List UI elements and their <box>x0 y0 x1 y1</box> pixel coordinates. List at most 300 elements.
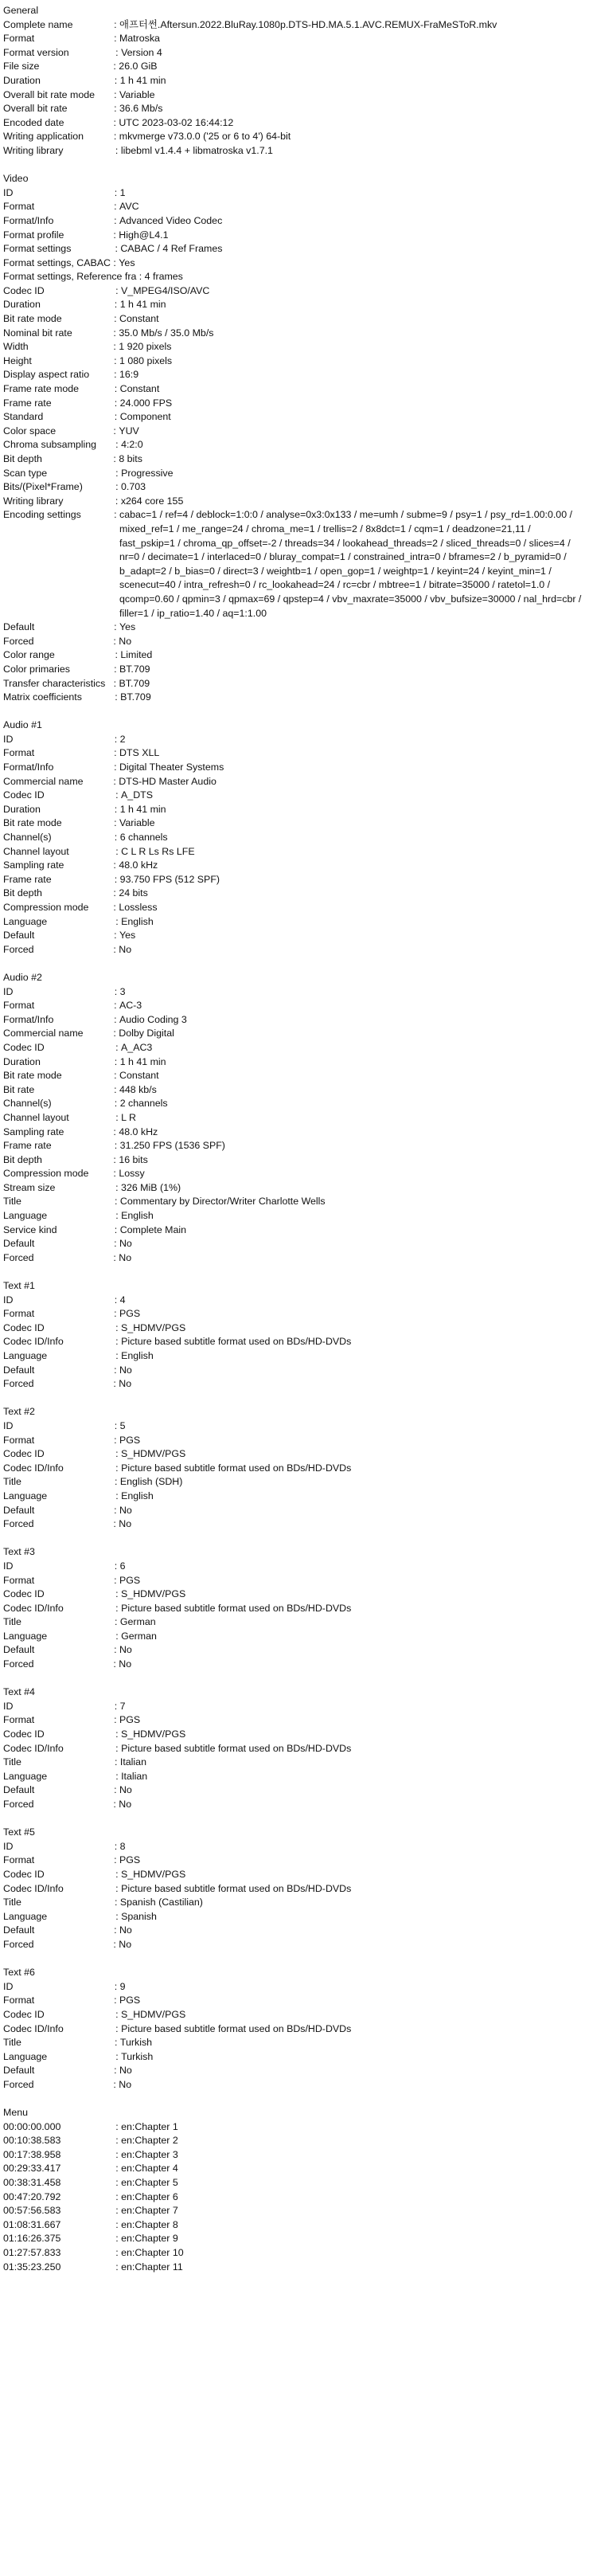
field-row <box>3 985 586 1000</box>
field-row <box>3 508 586 621</box>
field-value: en:Chapter 9 <box>121 2233 178 2245</box>
field-separator: : <box>44 284 122 296</box>
field-value: Picture based subtitle format used on BDs/HD-DVDs <box>121 1742 352 1754</box>
field-label: Default <box>3 1924 35 1936</box>
field-separator: : <box>13 985 120 997</box>
field-value: cabac=1 / ref=4 / deblock=1:0:0 / analyse=0x3:0x133 / me=umh / subme=9 / psy=1 / psy_rd=1.00:0.00 / mixed_ref=1 / me_range=24 / chroma_me=1 / trellis=2 / 8x8dct=1 / cqm=1 / deadzone=21,11 / fast_pskip=1 / chroma_qp_offset=-2 / threads=34 / lookahead_threads=2 / sliced_threads=0 / slices=4 / nr=0 / decimate=1 / interlaced=0 / bluray_compat=1 / constrained_intra=0 / bframes=2 / b_pyramid=0 / b_adapt=2 / b_bias=0 / direct=3 / weightb=1 / open_gop=1 / weightp=1 / keyint=24 / keyint_min=1 / scenecut=40 / intra_refresh=0 / rc_lookahead=24 / rc=cbr / mbtree=1 / bitrate=35000 / ratetol=1.0 / qcomp=0.60 / qpmin=3 / qpmax=69 / qpstep=4 / vbv_maxrate=35000 / vbv_bufsize=30000 / nal_hrd=cbr / filler=1 / ip_ratio=1.40 / aq=1:1.00 <box>119 509 582 619</box>
field-row <box>3 144 586 159</box>
field-value: No <box>119 1784 132 1796</box>
field-row <box>3 1630 586 1644</box>
section-menu <box>3 2106 586 2274</box>
field-label: Title <box>3 1756 21 1768</box>
field-separator: : <box>80 509 120 521</box>
field-label: Channel(s) <box>3 832 52 844</box>
field-value: 6 channels <box>119 832 168 844</box>
field-value: 4 <box>119 1294 126 1306</box>
field-separator: : <box>34 930 119 942</box>
field-value: 0.703 <box>121 481 146 493</box>
field-value: 4 frames <box>144 271 183 283</box>
field-label: Scan type <box>3 467 48 479</box>
field-value: A_AC3 <box>121 1041 153 1053</box>
field-label: Writing library <box>3 144 64 156</box>
field-separator: : <box>13 1700 120 1712</box>
field-label: ID <box>3 1560 14 1572</box>
field-row <box>3 2246 586 2261</box>
field-separator: : <box>44 1868 122 1880</box>
field-value: Picture based subtitle format used on BDs/HD-DVDs <box>121 1462 352 1474</box>
field-label: Language <box>3 1490 48 1501</box>
field-value: 1 h 41 min <box>119 1055 166 1067</box>
field-value: 1 h 41 min <box>119 74 166 86</box>
field-label: Title <box>3 1196 21 1208</box>
field-value: Yes <box>119 621 136 633</box>
field-separator: : <box>33 1518 119 1530</box>
field-row <box>3 1574 586 1588</box>
field-row <box>3 452 586 467</box>
field-value: Variable <box>119 817 155 829</box>
field-row <box>3 1335 586 1349</box>
field-row <box>3 1195 586 1209</box>
field-value: Picture based subtitle format used on BDs/HD-DVDs <box>121 1882 352 1894</box>
field-row <box>3 284 586 299</box>
field-label: Overall bit rate mode <box>3 88 96 100</box>
field-label: 00:29:33.417 <box>3 2163 61 2175</box>
field-separator: : <box>34 1854 119 1866</box>
field-value: Picture based subtitle format used on BDs/HD-DVDs <box>121 1336 352 1348</box>
field-value: No <box>119 1364 132 1376</box>
field-value: 36.6 Mb/s <box>119 103 163 115</box>
field-separator: : <box>110 256 119 268</box>
field-separator: : <box>64 229 119 241</box>
field-value: 1 920 pixels <box>119 341 172 353</box>
field-separator: : <box>96 439 122 451</box>
field-row <box>3 312 586 327</box>
field-row <box>3 1587 586 1602</box>
field-value: BT.709 <box>119 663 150 675</box>
field-row <box>3 845 586 859</box>
field-row <box>3 1027 586 1041</box>
field-label: Language <box>3 2050 48 2062</box>
field-value: German <box>121 1630 157 1642</box>
field-label: 01:16:26.375 <box>3 2233 61 2245</box>
field-value: No <box>119 1938 132 1950</box>
field-row <box>3 1783 586 1798</box>
field-row <box>3 929 586 943</box>
field-label: Writing application <box>3 131 84 143</box>
field-label: Format settings <box>3 243 72 255</box>
field-row <box>3 2162 586 2176</box>
field-separator: : <box>56 425 119 437</box>
field-row <box>3 775 586 789</box>
field-label: Width <box>3 341 29 353</box>
field-separator: : <box>61 1070 119 1082</box>
field-label: ID <box>3 186 14 198</box>
field-value: AC-3 <box>119 1000 142 1012</box>
field-label: Color space <box>3 425 57 437</box>
field-separator: : <box>34 621 119 633</box>
field-label: Format <box>3 33 35 45</box>
field-row <box>3 438 586 452</box>
field-value: No <box>119 2078 132 2090</box>
field-label: Format version <box>3 46 69 58</box>
field-value: English (SDH) <box>119 1476 183 1488</box>
field-separator: : <box>71 243 121 255</box>
field-label: 00:17:38.958 <box>3 2148 61 2160</box>
field-label: Standard <box>3 411 44 423</box>
field-row <box>3 2022 586 2037</box>
field-label: Default <box>3 930 35 942</box>
field-value: No <box>119 1518 132 1530</box>
field-row <box>3 663 586 677</box>
section-text-1 <box>3 1279 586 1392</box>
field-row <box>3 1181 586 1196</box>
field-row <box>3 1139 586 1153</box>
field-value: 1 <box>119 186 126 198</box>
field-label: Codec ID <box>3 1728 45 1740</box>
field-row <box>3 1742 586 1756</box>
field-value: S_HDMV/PGS <box>121 1868 186 1880</box>
section-text-6 <box>3 1966 586 2092</box>
field-label: Frame rate <box>3 1140 52 1152</box>
field-label: Format profile <box>3 229 64 241</box>
field-separator: : <box>68 1111 122 1123</box>
field-label: Stream size <box>3 1181 56 1193</box>
field-row <box>3 270 586 284</box>
field-row <box>3 1643 586 1658</box>
field-row <box>3 761 586 775</box>
field-separator: : <box>88 1168 119 1180</box>
section-general <box>3 4 586 159</box>
field-separator: : <box>60 2163 122 2175</box>
field-separator: : <box>63 144 121 156</box>
field-row <box>3 887 586 901</box>
field-separator: : <box>34 1504 119 1516</box>
field-row <box>3 1294 586 1308</box>
field-label: Language <box>3 1910 48 1922</box>
field-label: 00:57:56.583 <box>3 2205 61 2217</box>
field-row <box>3 480 586 495</box>
field-row <box>3 2036 586 2050</box>
field-value: 6 <box>119 1560 126 1572</box>
field-label: Codec ID/Info <box>3 1336 64 1348</box>
field-row <box>3 648 586 663</box>
field-value: en:Chapter 6 <box>121 2190 178 2202</box>
field-separator: : <box>13 1980 120 1992</box>
field-value: DTS-HD Master Audio <box>119 775 216 787</box>
section-video <box>3 172 586 705</box>
field-separator: : <box>67 103 119 115</box>
field-value: PGS <box>119 1854 141 1866</box>
field-separator: : <box>34 1574 119 1586</box>
field-separator: : <box>51 1140 120 1152</box>
field-label: Forced <box>3 1518 34 1530</box>
field-separator: : <box>21 1196 120 1208</box>
field-value: A_DTS <box>121 789 153 801</box>
field-label: Forced <box>3 1799 34 1810</box>
field-separator: : <box>136 271 145 283</box>
field-separator: : <box>28 341 119 353</box>
field-separator: : <box>51 873 120 885</box>
field-separator: : <box>72 18 119 30</box>
section-heading: Menu <box>3 2107 28 2119</box>
field-label: 01:35:23.250 <box>3 2261 61 2273</box>
field-value: en:Chapter 2 <box>121 2135 178 2147</box>
field-value: Turkish <box>119 2037 153 2049</box>
field-row <box>3 425 586 439</box>
field-separator: : <box>34 1083 119 1095</box>
field-separator: : <box>44 1041 122 1053</box>
field-value: Component <box>119 411 171 423</box>
field-label: ID <box>3 733 14 745</box>
field-label: Sampling rate <box>3 1126 64 1137</box>
field-row <box>3 943 586 957</box>
field-row <box>3 256 586 271</box>
field-separator: : <box>34 747 119 759</box>
field-row <box>3 691 586 705</box>
field-row <box>3 1041 586 1055</box>
field-value: 1 h 41 min <box>119 299 166 311</box>
field-label: ID <box>3 1294 14 1306</box>
field-label: Format <box>3 1995 35 2006</box>
field-label: Matrix coefficients <box>3 691 82 703</box>
field-value: 1 h 41 min <box>119 803 166 815</box>
field-value: L R <box>121 1111 136 1123</box>
field-value: BT.709 <box>120 691 151 703</box>
field-row <box>3 1447 586 1462</box>
field-separator: : <box>34 1434 119 1446</box>
field-separator: : <box>60 2205 122 2217</box>
field-label: Title <box>3 1897 21 1909</box>
field-value: 2 channels <box>119 1098 168 1110</box>
field-separator: : <box>41 453 119 464</box>
field-separator: : <box>47 1910 122 1922</box>
field-row <box>3 1083 586 1098</box>
field-value: No <box>119 635 132 647</box>
field-separator: : <box>47 1350 122 1361</box>
field-label: Bit depth <box>3 453 42 464</box>
field-value: Italian <box>119 1756 146 1768</box>
field-value: 448 kb/s <box>119 1083 157 1095</box>
field-separator: : <box>41 1153 119 1165</box>
field-separator: : <box>60 2233 122 2245</box>
field-value: DTS XLL <box>119 747 160 759</box>
field-label: Writing library <box>3 495 64 507</box>
field-value: No <box>119 1658 132 1670</box>
field-separator: : <box>34 1364 119 1376</box>
field-value: S_HDMV/PGS <box>121 1588 186 1600</box>
field-value: 24.000 FPS <box>119 397 173 409</box>
field-separator: : <box>13 186 120 198</box>
field-separator: : <box>55 1181 122 1193</box>
field-separator: : <box>64 1126 119 1137</box>
field-separator: : <box>105 677 119 689</box>
field-row <box>3 1560 586 1574</box>
field-separator: : <box>60 2120 122 2132</box>
field-label: Title <box>3 1616 21 1628</box>
field-label: Codec ID <box>3 1321 45 1333</box>
field-row <box>3 2204 586 2218</box>
field-separator: : <box>72 327 119 339</box>
field-row <box>3 298 586 312</box>
field-label: Bit rate mode <box>3 313 62 325</box>
field-value: No <box>119 2065 132 2077</box>
field-label: Forced <box>3 1658 34 1670</box>
field-row <box>3 1055 586 1070</box>
field-value: 8 bits <box>119 453 142 464</box>
field-value: BT.709 <box>119 677 150 689</box>
field-value: English <box>121 1350 154 1361</box>
field-separator: : <box>53 214 119 226</box>
field-label: Transfer characteristics <box>3 677 106 689</box>
field-separator: : <box>47 1770 122 1782</box>
field-separator: : <box>13 1840 120 1852</box>
field-separator: : <box>40 299 120 311</box>
field-value: en:Chapter 11 <box>121 2261 183 2273</box>
field-label: Codec ID <box>3 284 45 296</box>
field-row <box>3 1111 586 1126</box>
field-row <box>3 1434 586 1448</box>
field-separator: : <box>34 1308 119 1320</box>
field-separator: : <box>84 131 119 143</box>
field-separator: : <box>63 1462 122 1474</box>
field-row <box>3 18 586 33</box>
field-label: Codec ID/Info <box>3 1602 64 1614</box>
field-separator: : <box>47 1630 122 1642</box>
section-heading: Video <box>3 173 29 185</box>
field-row <box>3 677 586 691</box>
section-heading: Text #1 <box>3 1280 35 1292</box>
field-value: en:Chapter 7 <box>121 2205 178 2217</box>
field-label: Codec ID <box>3 2008 45 2020</box>
field-value: 26.0 GiB <box>119 61 158 72</box>
field-row <box>3 368 586 382</box>
field-label: Codec ID <box>3 1041 45 1053</box>
field-value: 1 080 pixels <box>119 354 173 366</box>
field-label: Frame rate <box>3 397 52 409</box>
field-label: Codec ID <box>3 1588 45 1600</box>
field-row <box>3 46 586 61</box>
field-label: Complete name <box>3 18 73 30</box>
field-label: Commercial name <box>3 775 84 787</box>
field-separator: : <box>44 2008 122 2020</box>
field-row <box>3 102 586 116</box>
field-separator: : <box>79 383 120 395</box>
field-row <box>3 214 586 229</box>
field-separator: : <box>64 859 119 871</box>
field-separator: : <box>61 817 119 829</box>
field-label: Default <box>3 1364 35 1376</box>
field-separator: : <box>83 1028 119 1039</box>
field-value: 93.750 FPS (512 SPF) <box>119 873 220 885</box>
field-separator: : <box>60 2247 122 2258</box>
field-row <box>3 873 586 887</box>
field-value: Turkish <box>121 2050 154 2062</box>
field-label: Format <box>3 1000 35 1012</box>
field-separator: : <box>51 832 120 844</box>
field-value: AVC <box>119 201 139 213</box>
field-separator: : <box>34 1995 119 2006</box>
field-row <box>3 1938 586 1952</box>
field-value: No <box>119 1799 132 1810</box>
field-label: Codec ID/Info <box>3 2022 64 2034</box>
field-row <box>3 116 586 131</box>
field-separator: : <box>39 61 119 72</box>
field-label: Language <box>3 1630 48 1642</box>
field-value: Yes <box>119 930 136 942</box>
field-value: Digital Theater Systems <box>119 761 224 773</box>
field-row <box>3 1882 586 1897</box>
field-row <box>3 1223 586 1238</box>
field-separator: : <box>34 1000 119 1012</box>
field-label: Language <box>3 915 48 927</box>
field-row <box>3 1840 586 1854</box>
field-value: Dolby Digital <box>119 1028 174 1039</box>
field-separator: : <box>47 915 122 927</box>
field-row <box>3 2078 586 2093</box>
field-value: V_MPEG4/ISO/AVC <box>121 284 210 296</box>
field-value: en:Chapter 1 <box>121 2120 178 2132</box>
field-row <box>3 2261 586 2275</box>
field-label: Format <box>3 1714 35 1726</box>
field-value: en:Chapter 4 <box>121 2163 178 2175</box>
field-label: Duration <box>3 803 41 815</box>
field-row <box>3 1517 586 1532</box>
field-row <box>3 1910 586 1924</box>
field-row <box>3 859 586 873</box>
field-row <box>3 186 586 201</box>
field-separator: : <box>33 1799 119 1810</box>
field-label: Codec ID <box>3 1448 45 1460</box>
field-value: German <box>119 1616 156 1628</box>
field-row <box>3 1868 586 1882</box>
field-separator: : <box>60 2177 122 2189</box>
field-separator: : <box>60 2148 122 2160</box>
field-label: Color primaries <box>3 663 70 675</box>
field-label: Duration <box>3 299 41 311</box>
field-value: 애프터썬.Aftersun.2022.BluRay.1080p.DTS-HD.MA.5.1.AVC.REMUX-FraMeSToR.mkv <box>119 18 497 30</box>
field-separator: : <box>40 74 120 86</box>
field-row <box>3 621 586 635</box>
field-value: Limited <box>120 649 153 661</box>
field-label: Frame rate <box>3 873 52 885</box>
field-row <box>3 1209 586 1223</box>
field-value: 9 <box>119 1980 126 1992</box>
field-separator: : <box>40 803 120 815</box>
field-value: Picture based subtitle format used on BDs/HD-DVDs <box>121 1602 352 1614</box>
field-separator: : <box>34 1924 119 1936</box>
field-label: Language <box>3 1210 48 1222</box>
field-label: Default <box>3 1238 35 1250</box>
field-separator: : <box>60 2261 122 2273</box>
field-row <box>3 74 586 88</box>
field-row <box>3 32 586 46</box>
field-label: Nominal bit rate <box>3 327 72 339</box>
field-row <box>3 1126 586 1140</box>
field-label: Forced <box>3 635 34 647</box>
field-value: English <box>121 915 154 927</box>
field-value: YUV <box>119 425 139 437</box>
field-value: S_HDMV/PGS <box>121 1728 186 1740</box>
field-label: Bits/(Pixel*Frame) <box>3 481 83 493</box>
field-separator: : <box>63 1742 122 1754</box>
field-label: Codec ID <box>3 789 45 801</box>
field-label: ID <box>3 985 14 997</box>
field-label: Codec ID/Info <box>3 1742 64 1754</box>
field-label: Title <box>3 1476 21 1488</box>
field-separator: : <box>34 1714 119 1726</box>
field-row <box>3 1069 586 1083</box>
field-value: 24 bits <box>119 887 148 899</box>
